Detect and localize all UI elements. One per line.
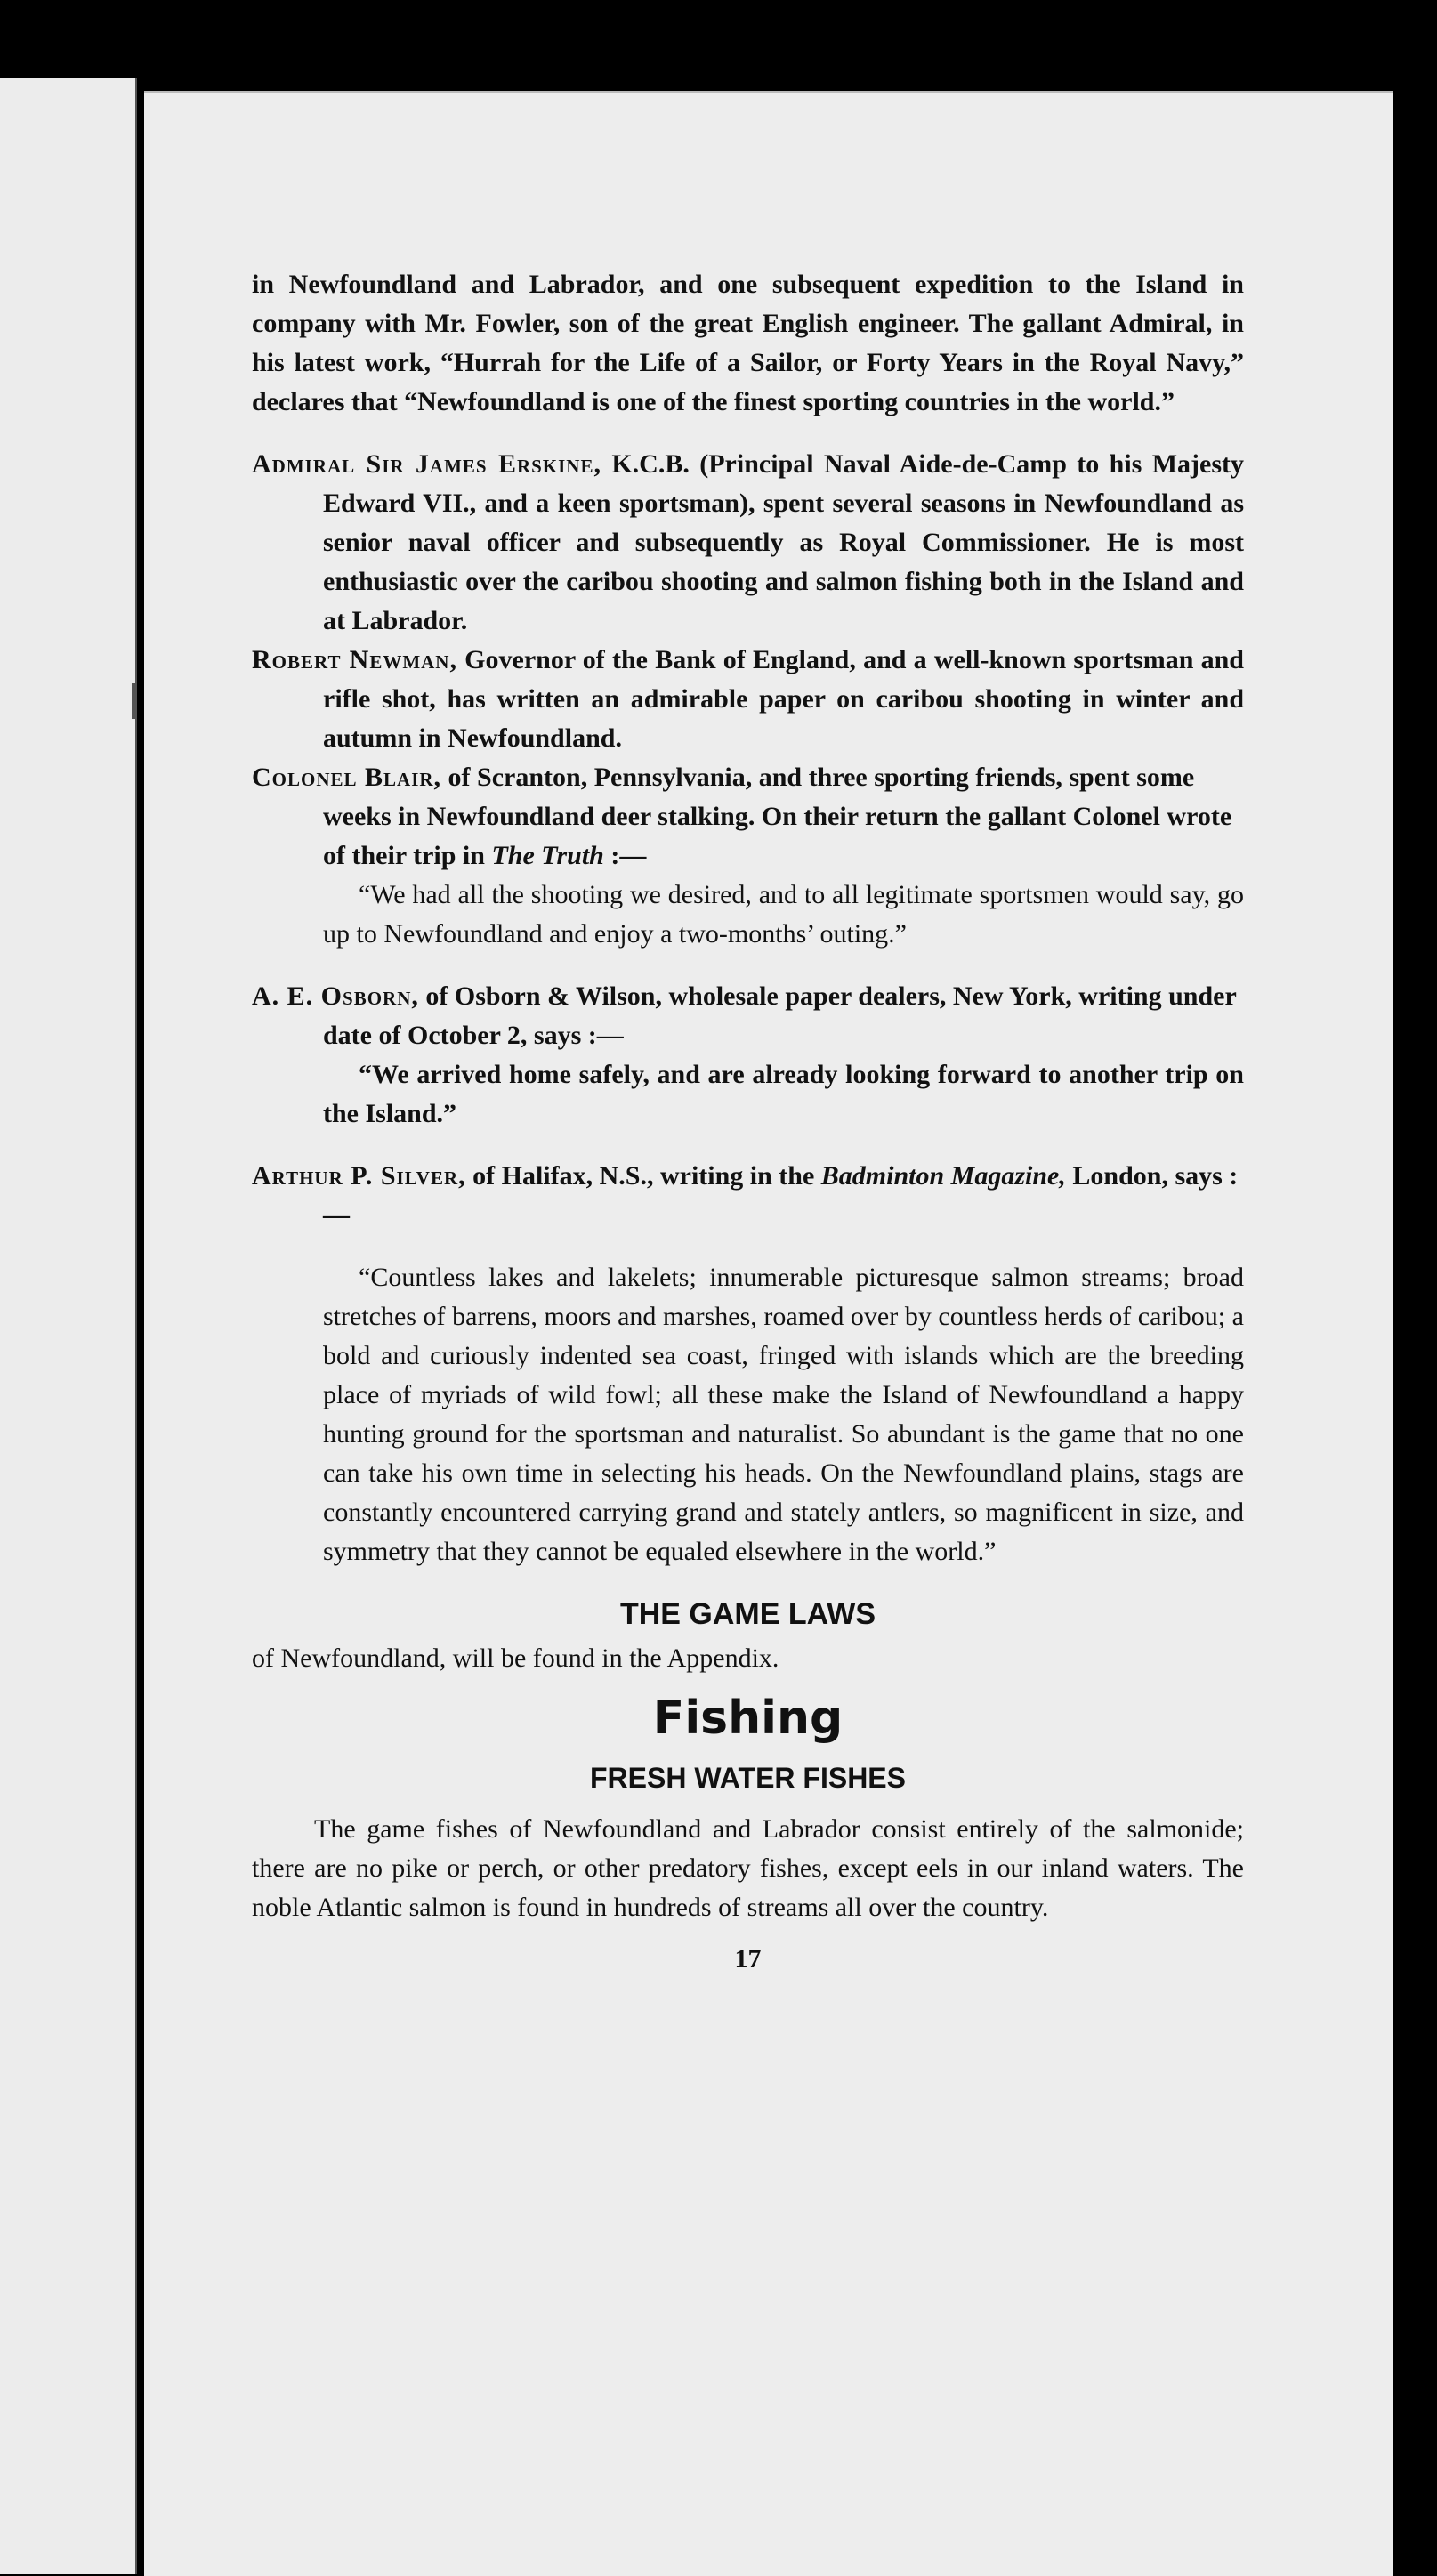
entry-text: of Scranton, Pennsylvania, and three sporting friends, spent some weeks in Newfoundland deer stalking. On their return the gallant Colonel wrote of their trip in [323, 763, 1232, 870]
entry-blair [252, 758, 1244, 954]
entry-text-after: London, says :— [323, 1161, 1239, 1230]
page-edge-mark [132, 683, 137, 719]
entry-name: A. E. Osborn, [252, 981, 419, 1011]
entry-name: Arthur P. Silver, [252, 1161, 466, 1191]
entry-text: of Halifax, N.S., writing in the [465, 1161, 821, 1191]
entry-quote: “We arrived home safely, and are already looking forward to another trip on the Island.” [323, 1060, 1244, 1128]
entry-erskine [252, 445, 1244, 641]
silver-quote-block [252, 1258, 1244, 1571]
body-paragraph: The game fishes of Newfoundland and Labrador consist entirely of the salmonide; there are no pike or perch, or other predatory fishes, except eels in our inland waters. The noble Atlantic salmon is found in hundreds of streams all over the country. [252, 1814, 1244, 1922]
section-title: Fishing [652, 1692, 844, 1745]
page-text [252, 265, 1244, 1979]
continuation-paragraph: in Newfoundland and Labrador, and one subsequent expedition to the Island in company with Mr. Fowler, son of the great English engineer. The gallant Admiral, in his latest work, “Hurrah for the Life of a Sailor, or Forty Years in the Royal Navy,” declares that “Newfoundland is one of the finest sporting countries in the world.” [252, 270, 1244, 416]
entry-newman [252, 641, 1244, 758]
entry-text: K.C.B. (Principal Naval Aide-de-Camp to his Majesty Edward VII., and a keen sportsman), spent several seasons in Newfoundland as senior naval officer and subsequently as Royal Commissioner. He is most enthusiastic over the caribou shooting and salmon fishing both in the Island and at Labrador. [323, 449, 1244, 635]
publication-title: Badminton Magazine, [820, 1161, 1066, 1191]
entry-name: Admiral Sir James Erskine, [252, 449, 601, 479]
entry-quote: “Countless lakes and lakelets; innumerable picturesque salmon streams; broad stretches of barrens, moors and marshes, roamed over by countless herds of caribou; a bold and curiously indented sea coast, fringed with islands which are the breeding place of myriads of wild fowl; all these make the Island of Newfoundland a happy hunting ground for the sportsman and naturalist. So abundant is the game that no one can take his own time in selecting his heads. On the Newfoundland plains, stags are constantly encountered carrying grand and stately antlers, so magnificent in size, and symmetry that they cannot be equaled elsewhere in the world.” [323, 1263, 1244, 1566]
section-subtitle: FRESH WATER FISHES [590, 1762, 906, 1794]
publication-title: The Truth [491, 841, 604, 870]
entry-text-after: :— [603, 841, 647, 870]
entry-text: Governor of the Bank of England, and a well-known sportsman and rifle shot, has written an admirable paper on caribou shooting in winter and autumn in Newfoundland. [323, 645, 1244, 753]
entry-name: Robert Newman, [252, 645, 457, 674]
game-laws-text: of Newfoundland, will be found in the Appendix. [252, 1643, 779, 1673]
entry-name: Colonel Blair, [252, 763, 442, 792]
entry-silver [252, 1157, 1244, 1235]
entry-text: of Osborn & Wilson, wholesale paper dealers, New York, writing under date of October 2, says :— [323, 981, 1237, 1050]
page-number: 17 [734, 1944, 762, 1974]
entry-quote: “We had all the shooting we desired, and to all legitimate sportsmen would say, go up to Newfoundland and enjoy a two-months’ outing.” [323, 880, 1244, 949]
facing-page [0, 78, 137, 2574]
game-laws-heading: THE GAME LAWS [619, 1597, 876, 1631]
entry-osborn [252, 977, 1244, 1134]
